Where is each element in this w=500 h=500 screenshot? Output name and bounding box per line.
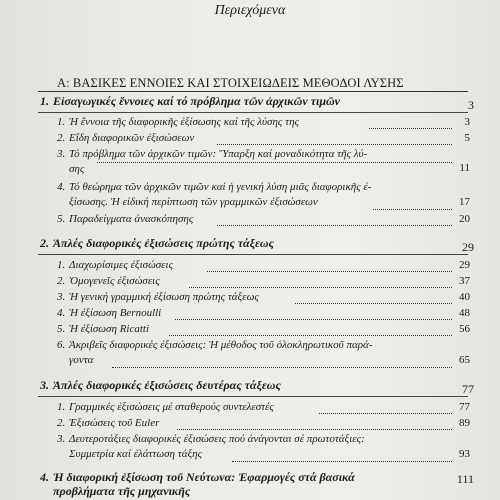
section-title: Γραμμικές ἐξισώσεις μέ σταθερούς συντελεστές (69, 401, 274, 413)
dot-leader (112, 367, 452, 368)
section-number: 3. (57, 291, 66, 303)
section-number: 2. (57, 275, 66, 287)
section-page: 37 (459, 275, 470, 287)
toc-entry[interactable] (57, 116, 470, 130)
section-page: 40 (459, 291, 470, 303)
chapter-page: 111 (456, 472, 474, 486)
dot-leader (217, 225, 452, 226)
chapter-1-heading[interactable] (40, 94, 474, 110)
section-number: 3. (57, 433, 66, 445)
section-title: Τό θεώρημα τῶν ἀρχικῶν τιμῶν καί ἡ γενική λύση μιᾶς διαφορικῆς ἐ- (69, 181, 372, 193)
toc-entry[interactable] (57, 148, 470, 178)
section-number: 6. (57, 339, 66, 351)
section-page: 77 (459, 401, 470, 413)
dot-leader (369, 128, 452, 129)
toc-entry[interactable] (57, 323, 470, 337)
chapter-rule (38, 396, 468, 397)
section-title: Ἐξισώσεις τοῦ Euler (69, 417, 160, 429)
chapter-number: 2. (40, 236, 49, 250)
dot-leader (189, 287, 452, 288)
toc-entry[interactable] (57, 259, 470, 273)
dot-leader (217, 144, 452, 145)
section-number: 4. (57, 181, 66, 193)
chapter-2-heading[interactable] (40, 236, 474, 252)
section-title: Ἡ ἔννοια τῆς διαφορικῆς ἐξίσωσης καί τῆς λύσης της (69, 116, 299, 128)
part-title: A: ΒΑΣΙΚΕΣ ΕΝΝΟΙΕΣ ΚΑΙ ΣΤΟΙΧΕΙΩΔΕΙΣ ΜΕΘΟΔΟΙ ΛΥΣΗΣ (57, 76, 404, 90)
dot-leader (97, 162, 452, 163)
chapter-rule (38, 112, 468, 113)
toc-entry[interactable] (57, 291, 470, 305)
section-title: Ἀκριβεῖς διαφορικές ἐξισώσεις: Ἡ μέθοδος τοῦ ὁλοκληρωτικοῦ παρά- (69, 339, 373, 351)
section-title: Ἡ γενική γραμμική ἐξίσωση πρώτης τάξεως (69, 291, 259, 303)
chapter-title: Ἁπλές διαφορικές ἐξισώσεις δευτέρας τάξεως (53, 378, 281, 392)
toc-entry[interactable] (57, 132, 470, 146)
chapter-title: Ἡ διαφορική ἐξίσωση τοῦ Νεύτωνα: Ἐφαρμογές στά βασικά (53, 470, 355, 484)
section-number: 1. (57, 401, 66, 413)
section-title-cont: Συμμετρία καί ἐλάττωση τάξης (69, 448, 203, 460)
section-title-cont: ξίσωσης. Ἡ εἰδική περίπτωση τῶν γραμμικῶν ἐξισώσεων (69, 196, 318, 208)
chapter-page: 29 (462, 240, 474, 254)
section-page: 20 (459, 213, 470, 225)
toc-entry[interactable] (57, 339, 470, 369)
section-title: Διαχωρίσιμες ἐξισώσεις (69, 259, 174, 271)
section-title: Δευτεροτάξιες διαφορικές ἐξισώσεις πού ἀνάγονται σέ πρωτοτάξιες: (69, 433, 365, 445)
chapter-number: 1. (40, 94, 49, 108)
dot-leader (169, 335, 452, 336)
section-number: 1. (57, 259, 66, 271)
running-header: Περιεχόμενα (214, 3, 286, 18)
toc-entry[interactable] (57, 417, 470, 431)
toc-entry[interactable] (57, 213, 470, 227)
section-title-cont: γοντα (69, 354, 94, 366)
chapter-number: 4. (40, 470, 49, 484)
chapter-4-heading[interactable] (40, 470, 474, 500)
section-number: 4. (57, 307, 66, 319)
toc-entry[interactable] (57, 401, 470, 415)
section-number: 1. (57, 116, 66, 128)
dot-leader (232, 461, 452, 462)
section-page: 65 (459, 354, 470, 366)
section-number: 3. (57, 148, 66, 160)
dot-leader (373, 209, 452, 210)
part-rule (38, 91, 468, 92)
chapter-3-heading[interactable] (40, 378, 474, 394)
toc-entry[interactable] (57, 433, 470, 463)
toc-entry[interactable] (57, 275, 470, 289)
chapter-title: Ἁπλές διαφορικές ἐξισώσεις πρώτης τάξεως (53, 236, 274, 250)
dot-leader (319, 413, 452, 414)
dot-leader (295, 303, 452, 304)
section-number: 5. (57, 323, 66, 335)
section-title: Ἡ ἐξίσωση Ricatti (69, 323, 150, 335)
chapter-page: 77 (462, 382, 474, 396)
chapter-title: Εἰσαγωγικές ἔννοιες καί τό πρόβλημα τῶν ἀρχικῶν τιμῶν (53, 94, 341, 108)
dot-leader (175, 319, 452, 320)
chapter-rule (38, 254, 468, 255)
section-page: 3 (464, 116, 470, 128)
section-page: 29 (459, 259, 470, 271)
section-title-cont: σης (69, 163, 85, 175)
section-number: 2. (57, 417, 66, 429)
section-page: 56 (459, 323, 470, 335)
section-title: Τό πρόβλημα τῶν ἀρχικῶν τιμῶν: Ὕπαρξη καί μοναδικότητα τῆς λύ- (69, 148, 368, 160)
chapter-title-cont: προβλήματα τῆς μηχανικῆς (53, 484, 191, 498)
toc-entry[interactable] (57, 307, 470, 321)
section-title: Ὁμογενεῖς ἐξισώσεις (69, 275, 160, 287)
dot-leader (177, 429, 452, 430)
section-number: 2. (57, 132, 66, 144)
dot-leader (207, 271, 452, 272)
section-page: 93 (459, 448, 470, 460)
section-title: Εἴδη διαφορικῶν ἐξισώσεων (69, 132, 195, 144)
section-number: 5. (57, 213, 66, 225)
chapter-number: 3. (40, 378, 49, 392)
section-page: 17 (459, 196, 470, 208)
section-page: 11 (459, 162, 470, 174)
section-title: Ἡ ἐξίσωση Bernoulli (69, 307, 162, 319)
section-page: 89 (459, 417, 470, 429)
section-page: 5 (464, 132, 470, 144)
section-title: Παραδείγματα ἀνασκόπησης (69, 213, 194, 225)
chapter-page: 3 (468, 98, 474, 112)
section-page: 48 (459, 307, 470, 319)
toc-entry[interactable] (57, 181, 470, 211)
